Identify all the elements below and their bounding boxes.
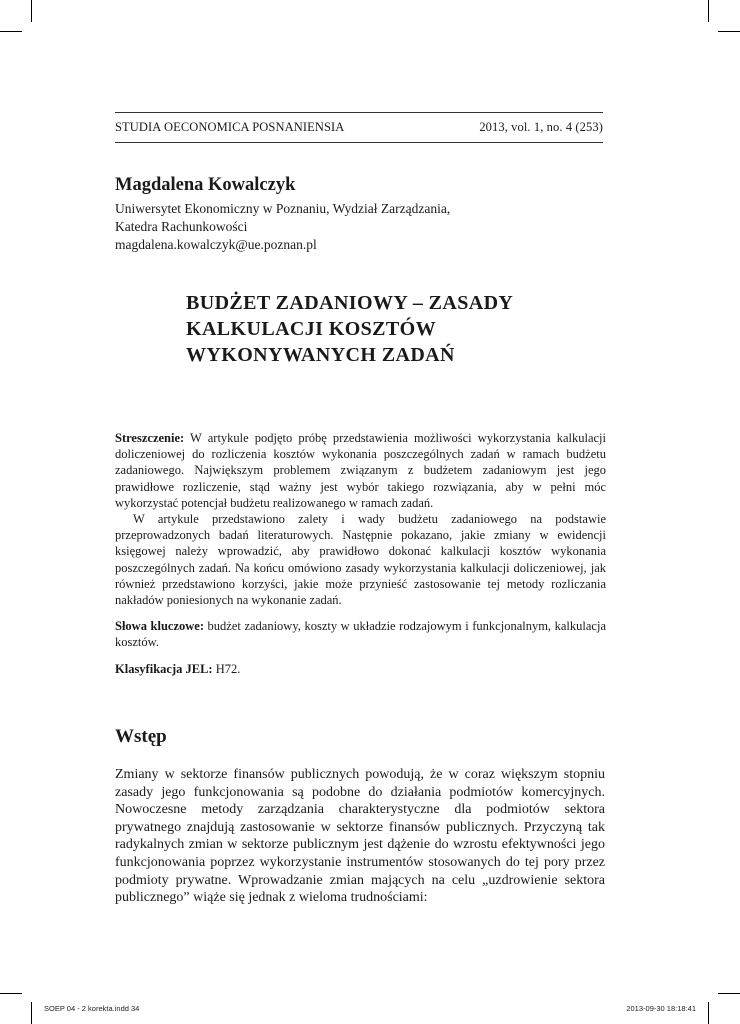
jel-text: H72. bbox=[212, 661, 241, 676]
keywords bbox=[115, 618, 606, 650]
abstract-paragraph: W artykule przedstawiono zalety i wady budżetu zadaniowego na podstawie przeprowadzonych badań literaturowych. Następnie pokazano, jakie zmiany w ewidencji księgowej należy wprowadzić, aby prawidłowo dokonać kalkulacji kosztów wykonania poszczególnych zadań. Na końcu omówiono zasady wykorzystania kalkulacji doliczeniowej, jak również przedstawiono korzyści, jakie może przynieść zastosowanie tej metody rozliczania nakładów poniesionych na wykonanie zadań. bbox=[115, 512, 606, 608]
affiliation-line: Uniwersytet Ekonomiczny w Poznaniu, Wydział Zarządzania, bbox=[115, 201, 451, 216]
crop-mark bbox=[718, 993, 740, 994]
issue-info: 2013, vol. 1, no. 4 (253) bbox=[479, 120, 603, 134]
crop-mark bbox=[0, 993, 22, 994]
author-block bbox=[115, 175, 615, 254]
jel-label: Klasyfikacja JEL: bbox=[115, 661, 213, 676]
section-body: Zmiany w sektorze finansów publicznych powodują, że w coraz większym stopniu zasady jego funkcjonowania są podobne do działania podmiotów komercyjnych. Nowoczesne metody zarządzania charakterystyczne dla podmiotów sektora prywatnego znajdują zastosowanie w sektorze finansów publicznych. Przyczyną tak radykalnych zmian w sektorze publicznym jest dążenie do wzrostu efektywności jego funkcjonowania poprzez wykorzystanie instrumentów stosowanych do tej pory przez podmioty prywatne. Wprowadzanie zmian mających na celu „uzdrowienie sektora publicznego” wiąże się jednak z wieloma trudnościami: bbox=[115, 767, 605, 906]
title-line: BUDŻET ZADANIOWY – ZASADY bbox=[186, 292, 514, 314]
title-line: KALKULACJI KOSZTÓW bbox=[186, 318, 437, 340]
keywords-text: budżet zadaniowy, koszty w układzie rodzajowym i funkcjonalnym, kalkulacja kosztów. bbox=[115, 619, 606, 650]
keywords-label: Słowa kluczowe: bbox=[115, 619, 204, 634]
abstract-text: W artykule podjęto próbę przedstawienia możliwości wykorzystania kalkulacji doliczeniowej do rozliczenia kosztów wykonania poszczególnych zadań w ramach budżetu zadaniowego. Największym problemem związanym z budżetem zadaniowym jest jego prawidłowe rozliczenie, stąd ważny jest wybór takiego rozwiązania, aby w pełni móc wykorzystać potencjał budżetu realizowanego w ramach zadań. bbox=[115, 431, 606, 510]
jel-classification bbox=[115, 661, 606, 677]
abstract-label: Streszczenie: bbox=[115, 431, 185, 445]
crop-mark bbox=[31, 0, 32, 22]
section-heading: Wstęp bbox=[115, 726, 167, 747]
crop-mark bbox=[0, 31, 22, 32]
article-title bbox=[186, 290, 606, 368]
print-slug-timestamp: 2013-09-30 18:18:41 bbox=[626, 1004, 696, 1013]
crop-mark bbox=[31, 1002, 32, 1024]
journal-name: STUDIA OECONOMICA POSNANIENSIA bbox=[115, 120, 345, 134]
crop-mark bbox=[708, 0, 709, 22]
abstract-paragraph bbox=[115, 430, 606, 511]
running-header bbox=[115, 112, 603, 143]
abstract bbox=[115, 430, 606, 677]
author-email: magdalena.kowalczyk@ue.poznan.pl bbox=[115, 237, 317, 252]
author-name: Magdalena Kowalczyk bbox=[115, 175, 296, 195]
crop-mark bbox=[718, 31, 740, 32]
affiliation-line: Katedra Rachunkowości bbox=[115, 219, 248, 234]
print-slug-file: SOEP 04 - 2 korekta.indd 34 bbox=[44, 1004, 140, 1013]
title-line: WYKONYWANYCH ZADAŃ bbox=[186, 344, 455, 366]
crop-mark bbox=[708, 1002, 709, 1024]
